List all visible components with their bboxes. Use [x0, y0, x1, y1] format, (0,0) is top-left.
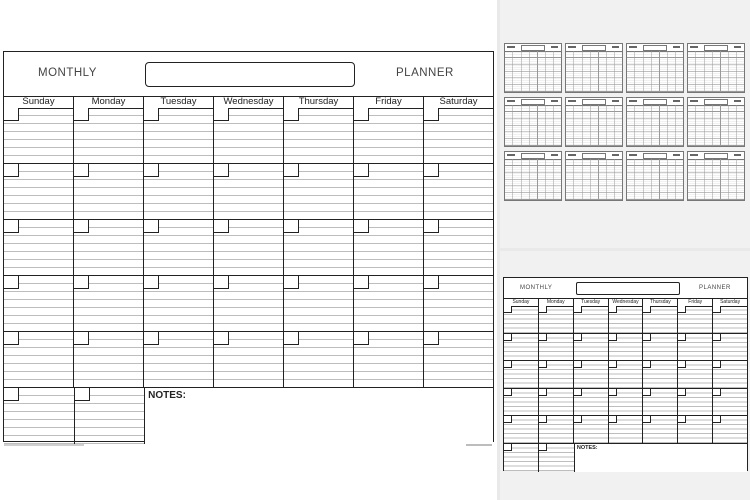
day-cell	[74, 276, 144, 331]
week-row	[504, 306, 747, 334]
day-cell	[609, 306, 644, 333]
date-box	[504, 389, 512, 396]
date-box	[144, 220, 159, 233]
week-row	[504, 389, 747, 417]
day-cell	[74, 220, 144, 275]
date-box	[539, 334, 547, 341]
weekday-thursday: Thursday	[284, 96, 354, 108]
week-row	[4, 108, 493, 164]
day-cell	[284, 220, 354, 275]
day-cell	[75, 388, 146, 444]
day-cell	[539, 361, 574, 388]
date-box	[214, 332, 229, 345]
weekday-wednesday: Wednesday	[214, 96, 284, 108]
date-box	[214, 108, 229, 121]
weekday-tuesday: Tuesday	[574, 298, 609, 306]
weekday-friday: Friday	[354, 96, 424, 108]
weekday-saturday: Saturday	[720, 299, 741, 305]
day-cell	[214, 108, 284, 163]
day-cell	[713, 306, 747, 333]
day-cell	[609, 334, 644, 361]
date-box	[504, 334, 512, 341]
day-cell	[144, 332, 214, 387]
week-row	[4, 220, 493, 276]
planner-title-planner: PLANNER	[396, 67, 454, 79]
date-box	[609, 416, 617, 423]
day-cell	[713, 361, 747, 388]
date-box	[74, 276, 89, 289]
date-box	[144, 276, 159, 289]
date-box	[284, 108, 299, 121]
mini-month	[687, 151, 745, 201]
brand-mark	[466, 444, 492, 446]
day-cell	[214, 220, 284, 275]
date-box	[609, 306, 617, 313]
date-box	[678, 416, 686, 423]
date-box	[284, 332, 299, 345]
weekday-friday: Friday	[678, 298, 713, 306]
mini-month	[565, 151, 623, 201]
day-cell	[504, 416, 539, 443]
date-box	[424, 164, 439, 177]
gallery-divider	[500, 248, 750, 251]
mini-month	[504, 151, 562, 201]
day-cell	[424, 164, 493, 219]
day-cell	[643, 361, 678, 388]
date-box	[144, 332, 159, 345]
mini-month	[565, 43, 623, 93]
day-cell	[609, 361, 644, 388]
day-cell	[354, 332, 424, 387]
day-cell	[144, 220, 214, 275]
day-cell	[643, 334, 678, 361]
day-cell	[539, 306, 574, 333]
fine-print	[4, 444, 84, 446]
day-cell	[678, 361, 713, 388]
calendar-grid	[4, 108, 493, 441]
day-cell	[4, 108, 74, 163]
day-cell	[4, 276, 74, 331]
date-box	[214, 276, 229, 289]
mini-month	[687, 97, 745, 147]
day-cell	[609, 389, 644, 416]
date-box	[74, 108, 89, 121]
week-row	[504, 361, 747, 389]
date-box	[643, 389, 651, 396]
planner-title-planner: PLANNER	[699, 285, 731, 291]
date-box	[424, 332, 439, 345]
weekday-monday: Monday	[74, 96, 144, 108]
day-cell	[214, 276, 284, 331]
day-cell	[4, 164, 74, 219]
day-cell	[713, 334, 747, 361]
date-box	[678, 334, 686, 341]
date-box	[144, 108, 159, 121]
date-box	[678, 306, 686, 313]
date-box	[504, 306, 512, 313]
date-box	[354, 220, 369, 233]
date-box	[4, 332, 19, 345]
date-box	[574, 334, 582, 341]
day-cell	[678, 334, 713, 361]
date-box	[609, 361, 617, 368]
date-box	[214, 220, 229, 233]
weekday-saturday: Saturday	[439, 96, 478, 107]
weekday-monday: Monday	[539, 298, 574, 306]
date-box	[74, 220, 89, 233]
date-box	[713, 334, 721, 341]
weekday-tuesday: Tuesday	[144, 96, 214, 108]
day-cell	[74, 332, 144, 387]
day-cell	[539, 444, 574, 472]
weekday-sunday: Sunday	[504, 298, 539, 306]
date-box	[713, 306, 721, 313]
date-box	[574, 361, 582, 368]
date-box	[424, 220, 439, 233]
day-cell	[424, 332, 493, 387]
day-cell	[504, 306, 539, 333]
mini-month	[626, 43, 684, 93]
date-box	[574, 389, 582, 396]
day-cell	[4, 220, 74, 275]
date-box	[4, 164, 19, 177]
day-cell	[354, 164, 424, 219]
day-cell	[643, 306, 678, 333]
date-box	[284, 220, 299, 233]
date-box	[643, 416, 651, 423]
planner-header	[4, 52, 493, 97]
date-box	[354, 332, 369, 345]
day-cell	[574, 389, 609, 416]
date-box	[354, 164, 369, 177]
date-box	[539, 361, 547, 368]
notes-area	[145, 388, 493, 444]
date-box	[284, 276, 299, 289]
planner-title-monthly: MONTHLY	[520, 285, 553, 291]
week-row	[4, 164, 493, 220]
date-box	[713, 389, 721, 396]
day-cell	[144, 276, 214, 331]
date-box	[643, 306, 651, 313]
day-cell	[574, 334, 609, 361]
day-cell	[354, 220, 424, 275]
day-cell	[74, 108, 144, 163]
day-cell	[678, 389, 713, 416]
week-row	[4, 332, 493, 388]
date-box	[424, 108, 439, 121]
day-cell	[574, 306, 609, 333]
monthly-planner-large	[3, 51, 494, 442]
date-box	[4, 388, 19, 401]
day-cell	[284, 108, 354, 163]
date-box	[504, 361, 512, 368]
day-cell	[424, 220, 493, 275]
mini-month	[565, 97, 623, 147]
date-box	[643, 334, 651, 341]
mini-month	[626, 151, 684, 201]
day-cell	[354, 108, 424, 163]
day-cell	[539, 389, 574, 416]
day-cell	[284, 332, 354, 387]
week-row	[504, 416, 747, 444]
date-box	[214, 164, 229, 177]
day-cell	[574, 416, 609, 443]
notes-label: NOTES:	[148, 390, 186, 401]
day-cell	[424, 276, 493, 331]
day-cell	[214, 164, 284, 219]
date-box	[678, 389, 686, 396]
date-box	[144, 164, 159, 177]
week-row	[504, 444, 747, 472]
planner-header	[504, 278, 747, 299]
day-cell	[539, 334, 574, 361]
day-cell	[4, 332, 74, 387]
date-box	[539, 389, 547, 396]
day-cell	[678, 416, 713, 443]
date-box	[539, 444, 547, 451]
week-row	[4, 388, 493, 444]
day-cell	[504, 361, 539, 388]
notes-label: NOTES:	[576, 444, 598, 451]
day-cell	[539, 416, 574, 443]
notes-area	[575, 444, 747, 472]
day-cell	[609, 416, 644, 443]
day-cell	[144, 108, 214, 163]
date-box	[424, 276, 439, 289]
mini-month	[504, 97, 562, 147]
day-cell	[504, 444, 539, 472]
date-box	[539, 416, 547, 423]
date-box	[713, 416, 721, 423]
date-box	[74, 164, 89, 177]
date-box	[643, 361, 651, 368]
monthly-planner-small	[503, 277, 748, 471]
mini-month	[504, 43, 562, 93]
date-box	[74, 332, 89, 345]
day-cell	[214, 332, 284, 387]
day-cell	[504, 389, 539, 416]
day-cell	[284, 276, 354, 331]
month-name-box	[145, 62, 355, 87]
date-box	[284, 164, 299, 177]
day-cell	[504, 334, 539, 361]
date-box	[574, 416, 582, 423]
date-box	[354, 108, 369, 121]
date-box	[4, 276, 19, 289]
date-box	[4, 220, 19, 233]
weekday-thursday: Thursday	[643, 298, 678, 306]
day-cell	[284, 164, 354, 219]
date-box	[574, 306, 582, 313]
calendar-grid	[504, 306, 747, 470]
day-cell	[713, 389, 747, 416]
day-cell	[713, 416, 747, 443]
month-name-box	[576, 282, 680, 295]
date-box	[539, 306, 547, 313]
day-cell	[4, 388, 75, 444]
date-box	[504, 416, 512, 423]
day-cell	[74, 164, 144, 219]
day-cell	[678, 306, 713, 333]
date-box	[75, 388, 90, 401]
weekday-sunday: Sunday	[4, 96, 74, 108]
weekday-wednesday: Wednesday	[609, 298, 644, 306]
day-cell	[144, 164, 214, 219]
day-cell	[574, 361, 609, 388]
date-box	[609, 389, 617, 396]
planner-title-monthly: MONTHLY	[38, 67, 97, 79]
date-box	[354, 276, 369, 289]
day-cell	[424, 108, 493, 163]
mini-month	[626, 97, 684, 147]
day-cell	[354, 276, 424, 331]
date-box	[504, 444, 512, 451]
day-cell	[643, 389, 678, 416]
date-box	[678, 361, 686, 368]
week-row	[4, 276, 493, 332]
date-box	[713, 361, 721, 368]
date-box	[4, 108, 19, 121]
day-cell	[643, 416, 678, 443]
mini-month	[687, 43, 745, 93]
date-box	[609, 334, 617, 341]
week-row	[504, 334, 747, 362]
